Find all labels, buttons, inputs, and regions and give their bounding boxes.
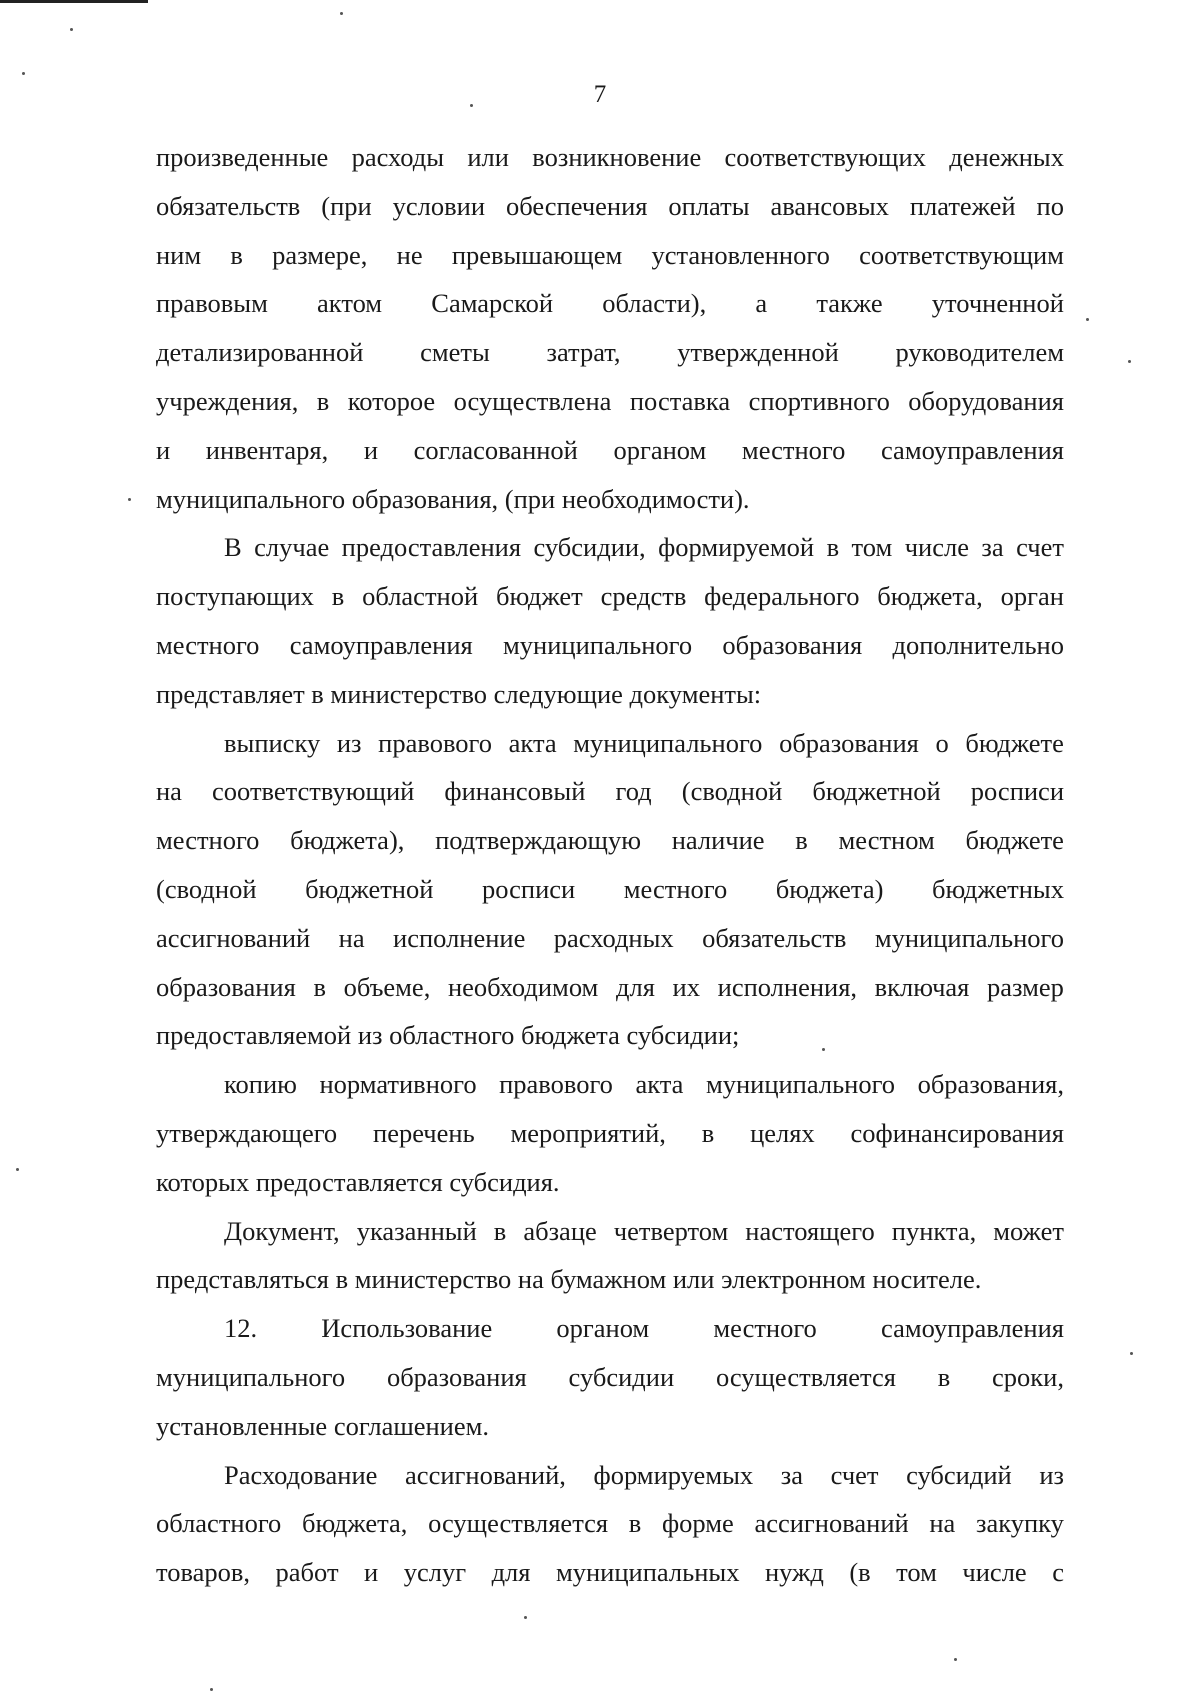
paragraph-continuation [156, 133, 1064, 523]
text-line: и инвентаря, и согласованной органом местного самоуправления [156, 434, 1064, 465]
scan-speck [1086, 318, 1089, 321]
text-line: Документ, указанный в абзаце четвертом настоящего пункта, может [224, 1215, 1064, 1246]
text-line: областного бюджета, осуществляется в форме ассигнований на закупку [156, 1508, 1064, 1539]
text-line: на соответствующий финансовый год (сводной бюджетной росписи [156, 776, 1064, 807]
text-line: копию нормативного правового акта муниципального образования, [224, 1069, 1064, 1100]
text-line: В случае предоставления субсидии, формируемой в том числе за счет [224, 532, 1064, 563]
text-line: детализированной сметы затрат, утвержденной руководителем [156, 337, 1064, 368]
text-line: представляться в министерство на бумажном или электронном носителе. [156, 1264, 982, 1295]
text-line: произведенные расходы или возникновение соответствующих денежных [156, 142, 1064, 172]
paragraph-budget-extract [156, 719, 1064, 1061]
paragraph-item-12 [156, 1304, 1064, 1450]
scan-speck [524, 1616, 527, 1619]
scan-speck [1130, 1352, 1133, 1355]
text-line: 12. Использование органом местного самоуправления [224, 1313, 1064, 1344]
paragraph-document-medium [156, 1207, 1064, 1305]
text-line: образования в объеме, необходимом для их исполнения, включая размер [156, 971, 1064, 1002]
scan-speck [22, 72, 25, 75]
paragraph-spending [156, 1451, 1064, 1597]
text-line: муниципального образования субсидии осуществляется в сроки, [156, 1361, 1064, 1392]
text-line: утверждающего перечень мероприятий, в целях софинансирования [156, 1117, 1064, 1148]
scan-speck [1128, 360, 1131, 363]
text-line: ним в размере, не превышающем установленного соответствующим [156, 239, 1064, 270]
text-line: товаров, работ и услуг для муниципальных нужд (в том числе с [156, 1557, 1064, 1588]
scan-edge-rule [0, 0, 148, 3]
scan-speck [70, 28, 73, 31]
scan-speck [954, 1658, 957, 1661]
scan-speck [16, 1168, 19, 1171]
text-line: выписку из правового акта муниципального образования о бюджете [224, 727, 1064, 758]
text-line: поступающих в областной бюджет средств федерального бюджета, орган [156, 581, 1064, 612]
text-line: представляет в министерство следующие документы: [156, 678, 762, 709]
text-line: ассигнований на исполнение расходных обязательств муниципального [156, 922, 1064, 953]
text-line: местного бюджета), подтверждающую наличие в местном бюджете [156, 825, 1064, 856]
document-body [156, 133, 1064, 1597]
text-line: местного самоуправления муниципального образования дополнительно [156, 629, 1064, 660]
text-line: учреждения, в которое осуществлена поставка спортивного оборудования [156, 385, 1064, 416]
text-line: правовым актом Самарской области), а также уточненной [156, 288, 1064, 319]
text-line: Расходование ассигнований, формируемых за счет субсидий из [224, 1459, 1064, 1490]
scan-speck [470, 104, 473, 107]
text-line: предоставляемой из областного бюджета субсидии; [156, 1020, 740, 1051]
paragraph-federal-subsidy [156, 523, 1064, 718]
text-line: которых предоставляется субсидия. [156, 1166, 560, 1197]
page-number: 7 [593, 81, 607, 108]
scan-speck [210, 1688, 213, 1691]
scan-speck [340, 12, 343, 15]
text-line: (сводной бюджетной росписи местного бюджета) бюджетных [156, 873, 1064, 904]
scan-speck [822, 1048, 825, 1051]
scan-speck [128, 498, 131, 501]
text-line: установленные соглашением. [156, 1410, 490, 1441]
paragraph-normative-act [156, 1060, 1064, 1206]
text-line: обязательств (при условии обеспечения оплаты авансовых платежей по [156, 190, 1064, 221]
text-line: муниципального образования, (при необходимости). [156, 483, 750, 514]
